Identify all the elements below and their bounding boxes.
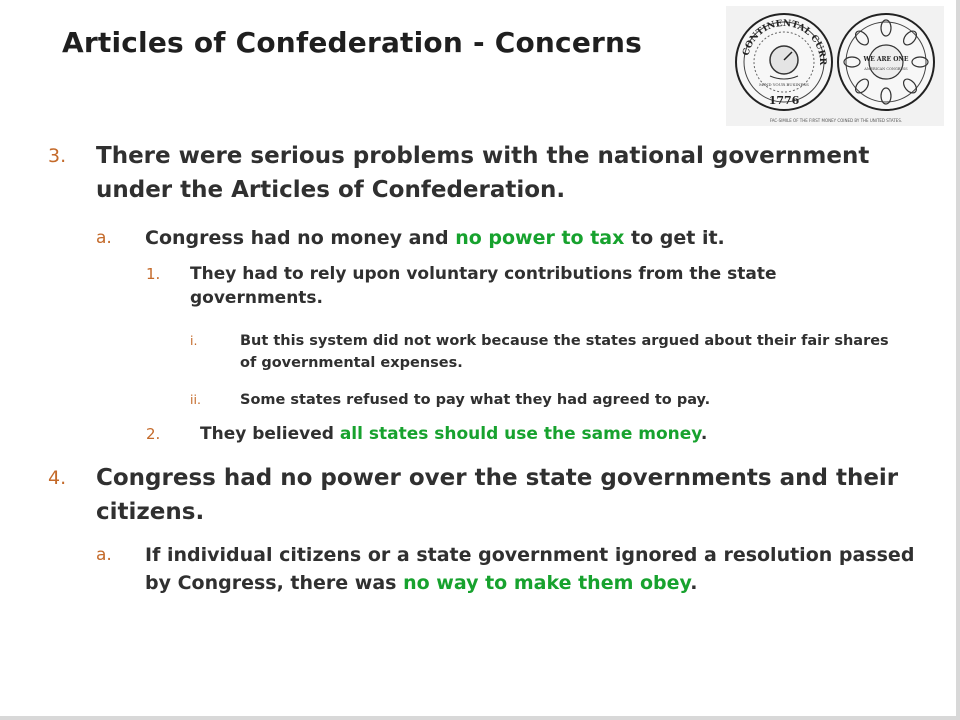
list-item-3a1ii: Some states refused to pay what they had agreed to pay. (240, 392, 711, 408)
item-4a-text: If individual citizens or a state government ignored a resolution passed by Congress, there was (145, 544, 915, 594)
item-3a2-highlight: all states should use the same money (339, 424, 701, 444)
list-marker-3a2: 2. (146, 425, 161, 443)
list-marker-3a1: 1. (146, 265, 161, 283)
svg-text:MIND YOUR BUSINESS: MIND YOUR BUSINESS (759, 82, 809, 87)
list-item-3a (145, 224, 905, 252)
list-item-4a (145, 541, 915, 597)
item-4a-highlight: no way to make them obey (403, 572, 691, 594)
list-item-4: Congress had no power over the state governments and their citizens. (96, 465, 899, 525)
list-item-3: There were serious problems with the national government under the Articles of Confederation. (96, 143, 870, 203)
svg-text:CONTINENTAL CURRENCY: CONTINENTAL CURR (741, 18, 828, 66)
item-3a2-text: They believed (200, 424, 340, 444)
list-item-3a2 (200, 422, 880, 446)
item-4a-text-end: . (690, 572, 698, 594)
svg-text:WE ARE ONE: WE ARE ONE (863, 56, 909, 63)
list-marker-3a: a. (96, 228, 112, 248)
svg-text:1776: 1776 (768, 94, 800, 107)
list-marker-4: 4. (48, 467, 67, 489)
list-item-3a1: They had to rely upon voluntary contributions from the state governments. (190, 264, 777, 308)
image-caption: FAC-SIMILE OF THE FIRST MONEY COINED BY THE UNITED STATES. (769, 118, 903, 123)
item-3a2-text-end: . (700, 424, 708, 444)
list-marker-3a1ii: ii. (190, 392, 201, 407)
item-3a-text-end: to get it. (624, 227, 725, 249)
list-marker-3: 3. (48, 145, 67, 167)
svg-text:AMERICAN CONGRESS: AMERICAN CONGRESS (864, 67, 908, 71)
slide-title: Articles of Confederation - Concerns (62, 26, 643, 59)
item-3a-highlight: no power to tax (455, 227, 625, 249)
list-marker-4a: a. (96, 545, 112, 565)
list-item-3a1i: But this system did not work because the states argued about their fair shares of governmental expenses. (240, 333, 889, 371)
item-3a-text: Congress had no money and (145, 227, 456, 249)
list-marker-3a1i: i. (190, 333, 198, 348)
